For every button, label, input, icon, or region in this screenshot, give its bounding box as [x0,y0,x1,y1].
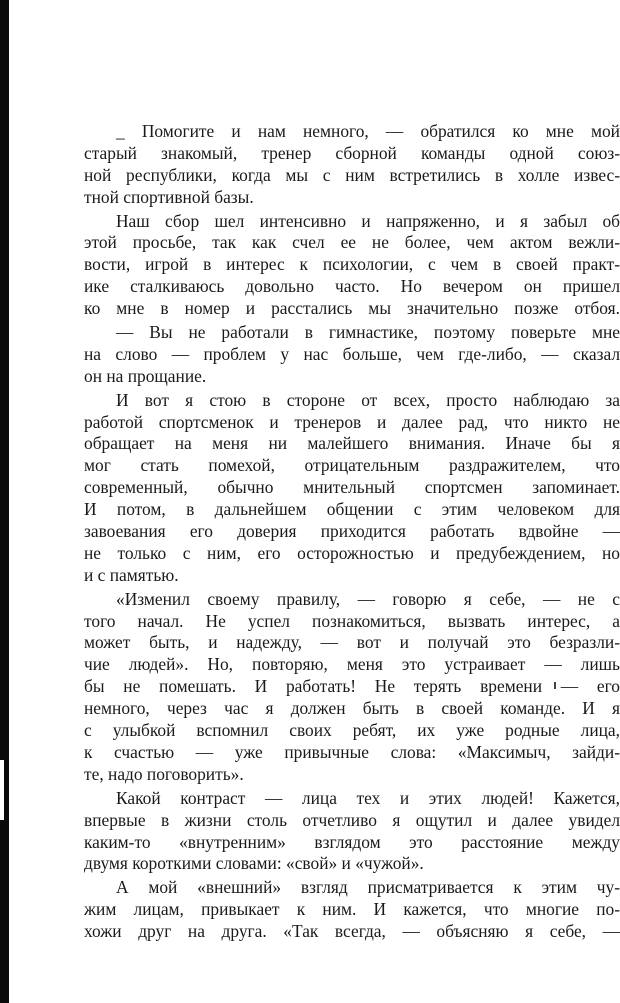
text-line: каким-то «внутренним» взглядом это расстояние между [84,831,620,852]
text-line: двумя короткими словами: «свой» и «чужой». [84,853,424,874]
text-line: может быть, и надежду, — вот и получай это безразли- [84,632,620,653]
page-body-text [84,121,620,943]
text-line: Наш сбор шел интенсивно и напряженно, и я забыл об [116,210,620,231]
text-line: старый знакомый, тренер сборной команды одной союз- [84,142,620,163]
text-line: на слово — проблем у нас больше, чем где-либо, — сказал [84,343,620,364]
text-line: чие людей». Но, повторяю, меня это устраивает — лишь [84,654,620,675]
text-line: и с памятью. [84,564,179,585]
text-line: жим лицам, привыкает к ним. И кажется, что многие по- [84,899,620,920]
text-line: бы не помешать. И работать! Не терять времени — его [84,676,620,697]
text-line: не только с ним, его осторожностью и предубеждением, но [84,542,620,563]
text-line: работой спортсменок и тренеров и далее рад, что никто не [84,411,620,432]
text-line: А мой «внешний» взгляд присматривается к этим чу- [116,877,620,898]
text-line: с улыбкой вспомнил своих ребят, их уже родные лица, [84,720,620,741]
text-line: того начал. Не успел познакомиться, вызвать интерес, а [84,610,620,631]
text-line: тной спортивной базы. [84,186,254,207]
text-line: И потом, в дальнейшем общении с этим человеком для [84,499,620,520]
text-line: вости, игрой в интерес к психологии, с чем в своей практ- [84,254,620,275]
text-line: мог стать помехой, отрицательным раздражителем, что [84,455,620,476]
text-line: немного, через час я должен быть в своей команде. И я [84,698,620,719]
text-line: «Изменил своему правилу, — говорю я себе, — не с [116,588,620,609]
text-line: обращает на меня ни малейшего внимания. Иначе бы я [84,433,620,454]
text-line: завоевания его доверия приходится работать вдвойне — [84,521,620,542]
text-line: _ Помогите и нам немного, — обратился ко мне мой [116,121,620,141]
text-line: те, надо поговорить». [84,763,244,784]
text-line: И вот я стою в стороне от всех, просто наблюдаю за [116,389,620,410]
text-line: к счастью — уже привычные слова: «Максимыч, зайди- [84,741,620,762]
page-binding-edge [0,0,9,1003]
text-line: ной республики, когда мы с ним встретились в холле извес- [84,164,620,185]
text-line: — Вы не работали в гимнастике, поэтому поверьте мне [116,322,620,343]
text-line: современный, обычно мнительный спортсмен запоминает. [84,477,620,498]
text-line: впервые в жизни столь отчетливо я ощутил и далее увидел [84,809,620,830]
text-line: ко мне в номер и расстались мы значительно позже отбоя. [84,298,620,319]
text-line: хожи друг на друга. «Так всегда, — объясняю я себе, — [84,921,620,942]
text-line: Какой контраст — лица тех и этих людей! Кажется, [116,787,620,808]
text-line: он на прощание. [84,365,207,386]
binding-gap [0,760,4,820]
text-line: ике сталкиваюсь довольно часто. Но вечером он пришел [84,276,620,297]
text-line: этой просьбе, так как счел ее не более, чем актом вежли- [84,232,620,253]
